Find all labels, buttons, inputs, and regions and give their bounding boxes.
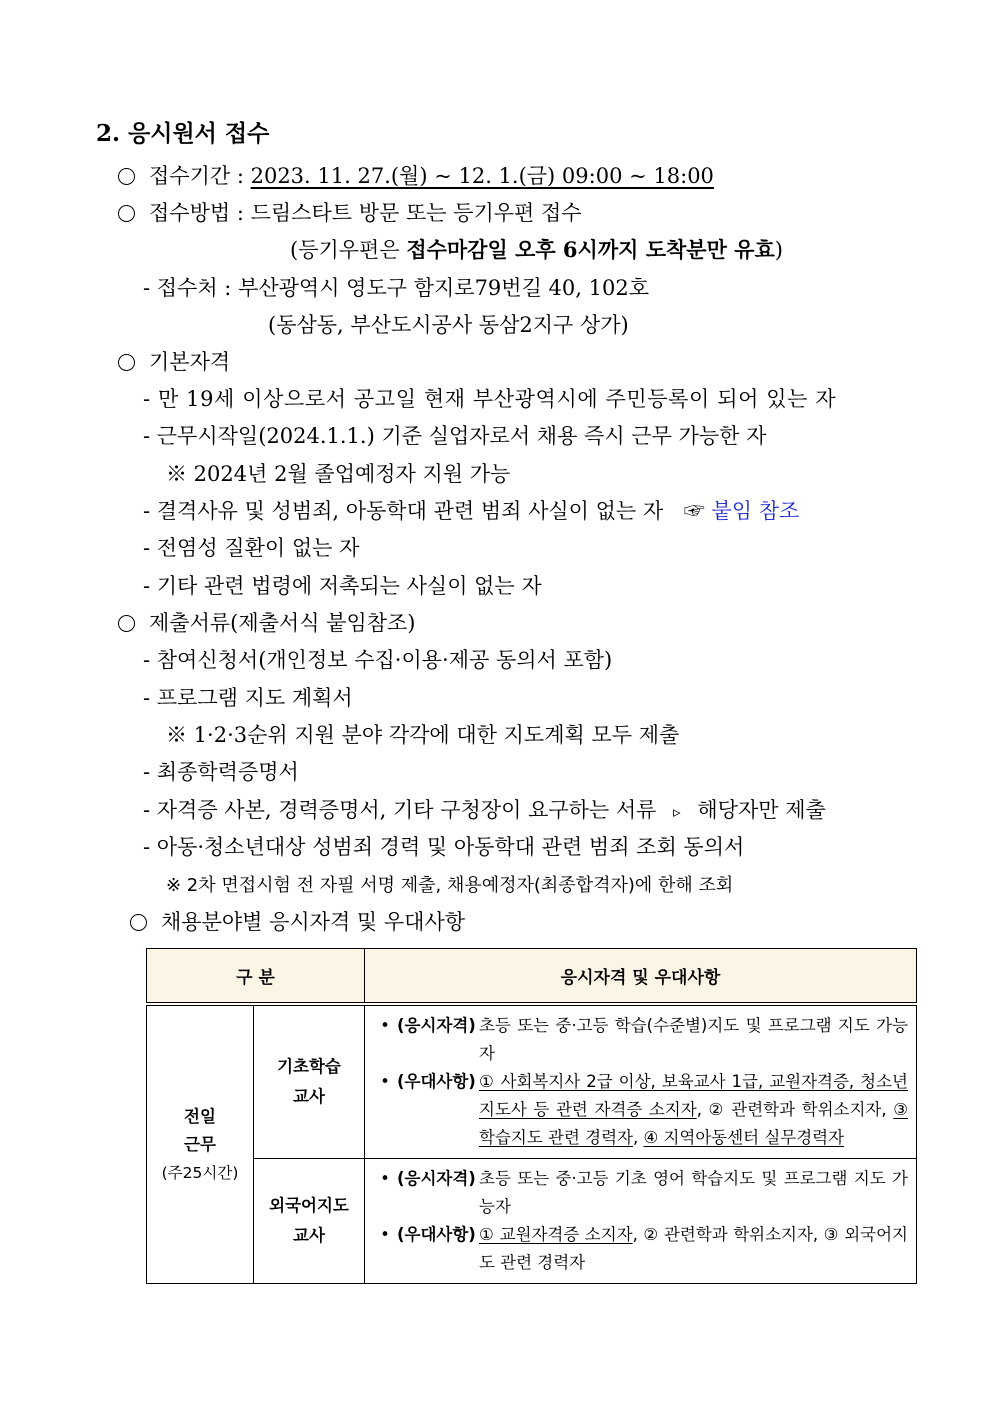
- triangle-icon: ▹: [673, 803, 681, 821]
- method-note-open: (등기우편은: [290, 238, 407, 262]
- circle-bullet-icon: [118, 615, 135, 632]
- qualification-item: [373, 1165, 908, 1221]
- requirement-cell: [365, 1004, 917, 1159]
- docs-item: - 프로그램 지도 계획서: [143, 686, 353, 710]
- method-note: [290, 236, 783, 264]
- preference-plain: , ② 관련학과 학위소지자, ③ 외국어지도 관련 경력자: [479, 1225, 908, 1272]
- position-name: 기초학습: [277, 1057, 341, 1076]
- category-line: 전일: [184, 1106, 216, 1126]
- period-line: [118, 162, 714, 190]
- method-note-close: ): [774, 238, 783, 262]
- table-header-category: 구 분: [147, 949, 365, 1005]
- circle-bullet-icon: [118, 205, 135, 222]
- method-label: 접수방법 :: [149, 201, 244, 225]
- position-cell: [254, 1004, 365, 1159]
- category-hours: (주25시간): [161, 1163, 239, 1182]
- preference-underlined: ① 사회복지사 2급 이상, 보육교사 1급, 교원자격증, 청소년지도사 등 관련 자격증 소지자: [479, 1072, 908, 1119]
- qualification-text: 초등 또는 중·고등 기초 영어 학습지도 및 프로그램 지도 가능자: [479, 1169, 908, 1216]
- bullet-icon: •: [380, 1016, 390, 1035]
- preference-underlined: ① 교원자격증 소지자: [479, 1225, 633, 1244]
- basic-heading-text: 기본자격: [149, 350, 231, 374]
- docs-item: [143, 796, 826, 826]
- basic-item: - 전염성 질환이 없는 자: [143, 536, 360, 560]
- preference-label: (우대사항): [397, 1072, 476, 1091]
- requirement-cell: [365, 1159, 917, 1284]
- field-heading: [130, 908, 465, 936]
- docs-item: - 참여신청서(개인정보 수집·이용·제공 동의서 포함): [143, 648, 613, 672]
- preference-text: [479, 1221, 908, 1277]
- category-cell: [147, 1004, 254, 1284]
- position-name: 교사: [293, 1087, 325, 1106]
- docs-heading-text: 제출서류(제출서식 붙임참조): [149, 611, 416, 635]
- bullet-icon: •: [380, 1169, 390, 1188]
- position-name: 교사: [293, 1226, 325, 1245]
- table-row: [147, 1159, 917, 1284]
- qualification-label: (응시자격): [397, 1169, 476, 1188]
- field-heading-text: 채용분야별 응시자격 및 우대사항: [161, 910, 466, 934]
- docs-item-note: 해당자만 제출: [697, 798, 826, 822]
- basic-item: - 기타 관련 법령에 저촉되는 사실이 없는 자: [143, 574, 542, 598]
- docs-heading: [118, 609, 416, 637]
- preference-underlined: ④ 지역아동센터 실무경력자: [643, 1128, 845, 1147]
- basic-heading: [118, 348, 230, 376]
- basic-note: ※ 2024년 2월 졸업예정자 지원 가능: [166, 462, 511, 486]
- method-line: [118, 199, 582, 227]
- preference-plain: ,: [632, 1128, 644, 1147]
- basic-item-text: - 결격사유 및 성범죄, 아동학대 관련 범죄 사실이 없는 자: [143, 499, 664, 523]
- place-detail: (동삼동, 부산도시공사 동삼2지구 상가): [268, 313, 629, 337]
- table-row: [147, 1004, 917, 1159]
- bullet-icon: •: [380, 1072, 390, 1091]
- basic-item: - 근무시작일(2024.1.1.) 기준 실업자로서 채용 즉시 근무 가능한 자: [143, 424, 767, 448]
- preference-label: (우대사항): [397, 1225, 476, 1244]
- method-note-bold: 접수마감일 오후 6시까지 도착분만 유효: [406, 237, 775, 262]
- period-label: 접수기간 :: [149, 164, 244, 188]
- place-label: - 접수처 :: [143, 276, 232, 300]
- bullet-icon: •: [380, 1225, 390, 1244]
- qualification-text: 초등 또는 중·고등 학습(수준별)지도 및 프로그램 지도 가능자: [479, 1016, 908, 1063]
- qualification-label: (응시자격): [397, 1016, 476, 1035]
- preference-underlined: ③ 학습지도 관련 경력자: [479, 1100, 908, 1147]
- circle-bullet-icon: [118, 354, 135, 371]
- circle-bullet-icon: [118, 168, 135, 185]
- basic-item: [143, 497, 799, 525]
- docs-item: - 최종학력증명서: [143, 760, 299, 784]
- qualification-item: [373, 1012, 908, 1068]
- docs-note: ※ 1·2·3순위 지원 분야 각각에 대한 지도계획 모두 제출: [166, 723, 680, 747]
- docs-item-text: - 자격증 사본, 경력증명서, 기타 구청장이 요구하는 서류: [143, 798, 657, 822]
- docs-item: - 아동·청소년대상 성범죄 경력 및 아동학대 관련 범죄 조회 동의서: [143, 835, 745, 859]
- circle-bullet-icon: [130, 914, 147, 931]
- qualification-table: [146, 948, 917, 1284]
- period-value: 2023. 11. 27.(월) ~ 12. 1.(금) 09:00 ~ 18:00: [250, 164, 714, 188]
- position-name: 외국어지도: [269, 1196, 349, 1215]
- basic-item: - 만 19세 이상으로서 공고일 현재 부산광역시에 주민등록이 되어 있는 자: [143, 387, 837, 411]
- table-header-qualification: 응시자격 및 우대사항: [365, 949, 917, 1005]
- preference-text: [479, 1068, 908, 1152]
- section-title: 2. 응시원서 접수: [96, 120, 270, 147]
- preference-item: [373, 1221, 908, 1277]
- docs-note: ※ 2차 면접시험 전 자필 서명 제출, 채용예정자(최종합격자)에 한해 조회: [166, 875, 734, 896]
- preference-item: [373, 1068, 908, 1152]
- pointing-hand-icon: ☞: [683, 499, 705, 523]
- preference-plain: , ② 관련학과 학위소지자,: [696, 1100, 894, 1119]
- position-cell: [254, 1159, 365, 1284]
- category-line: 근무: [184, 1134, 216, 1154]
- attachment-ref-link[interactable]: 붙임 참조: [711, 499, 800, 523]
- place-value: 부산광역시 영도구 함지로79번길 40, 102호: [238, 276, 649, 300]
- method-value: 드림스타트 방문 또는 등기우편 접수: [250, 201, 582, 225]
- place-line: [143, 274, 649, 302]
